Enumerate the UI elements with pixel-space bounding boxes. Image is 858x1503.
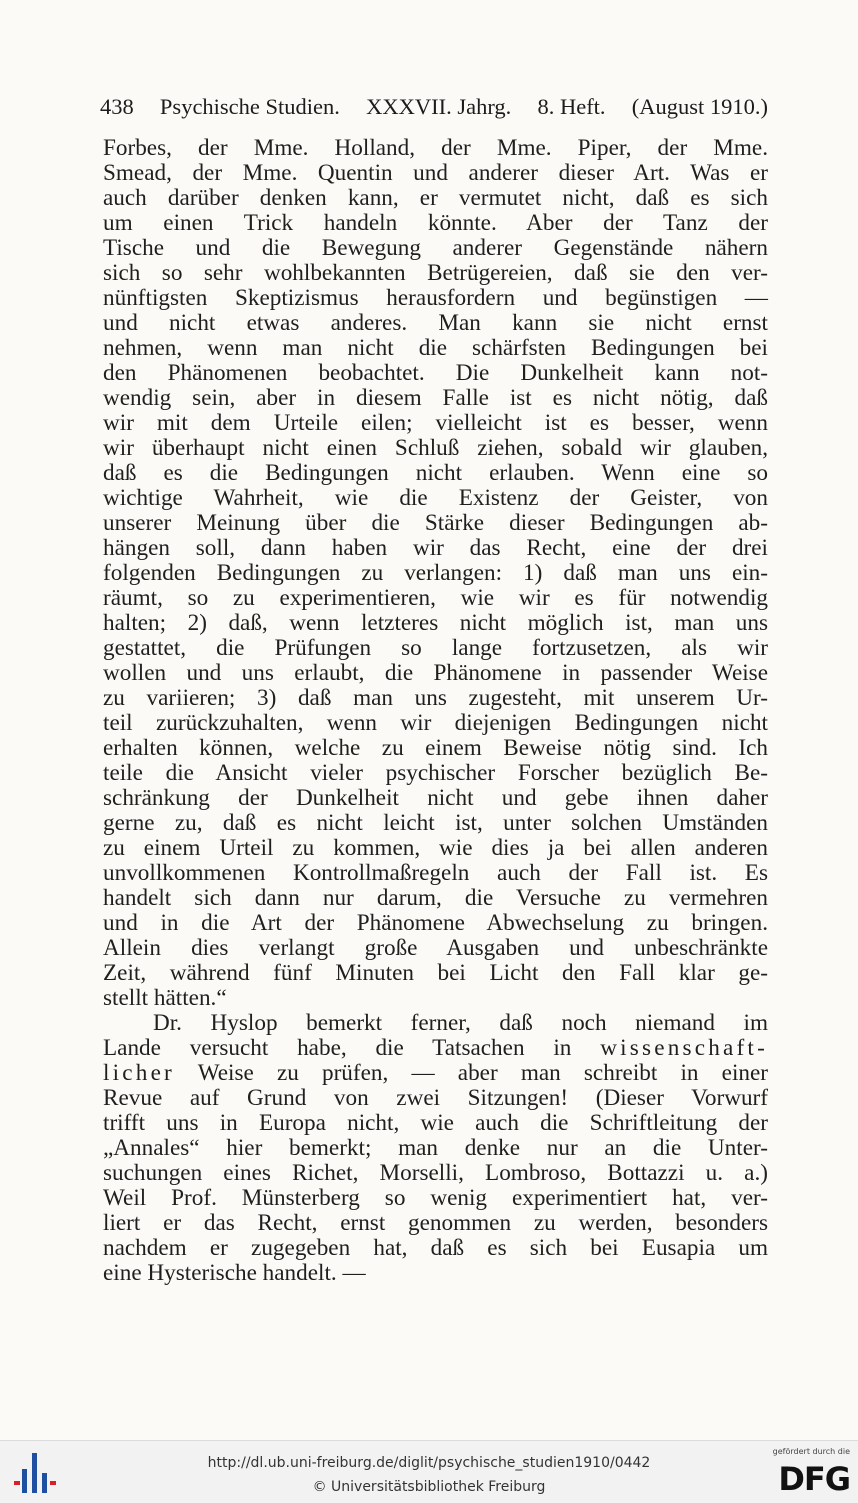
text-segment: Lande versucht habe, die Tatsachen in — [103, 1035, 572, 1061]
text-line: und in die Art der Phänomene Abwechselung zu bringen. — [103, 910, 768, 936]
dfg-logo: DFG — [778, 1460, 850, 1498]
text-line: wendig sein, aber in diesem Falle ist es nicht nötig, daß — [103, 385, 768, 411]
text-line: suchungen eines Richet, Morselli, Lombroso, Bottazzi u. a.) — [103, 1160, 768, 1186]
permalink-url[interactable]: http://dl.ub.uni-freiburg.de/diglit/psychische_studien1910/0442 — [207, 1455, 651, 1471]
text-segment: Weise zu prüfen, — aber man schreibt in einer — [197, 1060, 768, 1086]
text-line: nünftigsten Skeptizismus herausfordern und begünstigen — — [103, 285, 768, 311]
text-line: zu variieren; 3) daß man uns zugesteht, mit unserem Ur- — [103, 685, 768, 711]
running-header — [100, 94, 768, 120]
volume: XXXVII. Jahrg. — [366, 94, 512, 119]
text-line: folgenden Bedingungen zu verlangen: 1) daß man uns ein- — [103, 560, 768, 586]
issue-date: (August 1910.) — [631, 94, 768, 119]
issue: 8. Heft. — [537, 94, 606, 119]
text-line: räumt, so zu experimentieren, wie wir es für notwendig — [103, 585, 768, 611]
copyright-notice: © Universitätsbibliothek Freiburg — [312, 1479, 546, 1495]
text-line: hängen soll, dann haben wir das Recht, eine der drei — [103, 535, 768, 561]
text-line: wir überhaupt nicht einen Schluß ziehen, sobald wir glauben, — [103, 435, 768, 461]
text-line: teile die Ansicht vieler psychischer Forscher bezüglich Be- — [103, 760, 768, 786]
text-line: wollen und uns erlaubt, die Phänomene in passender Weise — [103, 660, 768, 686]
text-line: Weil Prof. Münsterberg so wenig experimentiert hat, ver- — [103, 1185, 768, 1211]
text-line: nehmen, wenn man nicht die schärfsten Bedingungen bei — [103, 335, 768, 361]
text-line: halten; 2) daß, wenn letzteres nicht möglich ist, man uns — [103, 610, 768, 636]
text-line: Forbes, der Mme. Holland, der Mme. Piper, der Mme. — [103, 135, 768, 161]
text-line: eine Hysterische handelt. — — [103, 1260, 366, 1286]
text-line-spaced — [103, 1061, 768, 1086]
paragraph-start-line: Dr. Hyslop bemerkt ferner, daß noch niemand im — [153, 1010, 768, 1036]
page-number: 438 — [100, 94, 134, 119]
text-line: teil zurückzuhalten, wenn wir diejenigen Bedingungen nicht — [103, 710, 768, 736]
text-line: schränkung der Dunkelheit nicht und gebe ihnen daher — [103, 785, 768, 811]
text-line: Zeit, während fünf Minuten bei Licht den Fall klar ge- — [103, 960, 768, 986]
spaced-emphasis: wissenschaft- — [600, 1035, 768, 1061]
text-line: „Annales“ hier bemerkt; man denke nur an die Unter- — [103, 1135, 768, 1161]
viewer-footer — [0, 1440, 858, 1503]
text-line-spaced — [103, 1036, 768, 1061]
text-line: sich so sehr wohlbekannten Betrügereien, daß sie den ver- — [103, 260, 768, 286]
body-text — [103, 136, 768, 1286]
spaced-emphasis: licher — [103, 1060, 175, 1086]
text-line: unserer Meinung über die Stärke dieser Bedingungen ab- — [103, 510, 768, 536]
text-line: gestattet, die Prüfungen so lange fortzusetzen, als wir — [103, 635, 768, 661]
text-line: und nicht etwas anderes. Man kann sie nicht ernst — [103, 310, 768, 336]
text-line: liert er das Recht, ernst genommen zu werden, besonders — [103, 1210, 768, 1236]
dfg-caption: gefördert durch die — [772, 1447, 850, 1456]
text-line: auch darüber denken kann, er vermutet nicht, daß es sich — [103, 185, 768, 211]
text-line: handelt sich dann nur darum, die Versuche zu vermehren — [103, 885, 768, 911]
text-line: erhalten können, welche zu einem Beweise nötig sind. Ich — [103, 735, 768, 761]
text-line: wir mit dem Urteile eilen; vielleicht ist es besser, wenn — [103, 410, 768, 436]
text-line: stellt hätten.“ — [103, 985, 227, 1011]
dfg-funding — [754, 1447, 850, 1499]
journal-title: Psychische Studien. — [159, 94, 340, 119]
text-line: unvollkommenen Kontrollmaßregeln auch der Fall ist. Es — [103, 860, 768, 886]
text-line: Tische und die Bewegung anderer Gegenstände nähern — [103, 235, 768, 261]
text-line: Allein dies verlangt große Ausgaben und unbeschränkte — [103, 935, 768, 961]
text-line: gerne zu, daß es nicht leicht ist, unter solchen Umständen — [103, 810, 768, 836]
text-line: daß es die Bedingungen nicht erlauben. Wenn eine so — [103, 460, 768, 486]
text-line: trifft uns in Europa nicht, wie auch die Schriftleitung der — [103, 1110, 768, 1136]
text-line: wichtige Wahrheit, wie die Existenz der Geister, von — [103, 485, 768, 511]
text-line: nachdem er zugegeben hat, daß es sich bei Eusapia um — [103, 1235, 768, 1261]
text-line: um einen Trick handeln könnte. Aber der Tanz der — [103, 210, 768, 236]
text-line: zu einem Urteil zu kommen, wie dies ja bei allen anderen — [103, 835, 768, 861]
text-line: Revue auf Grund von zwei Sitzungen! (Dieser Vorwurf — [103, 1085, 768, 1111]
text-line: den Phänomenen beobachtet. Die Dunkelheit kann not- — [103, 360, 768, 386]
text-line: Smead, der Mme. Quentin und anderer dieser Art. Was er — [103, 160, 768, 186]
